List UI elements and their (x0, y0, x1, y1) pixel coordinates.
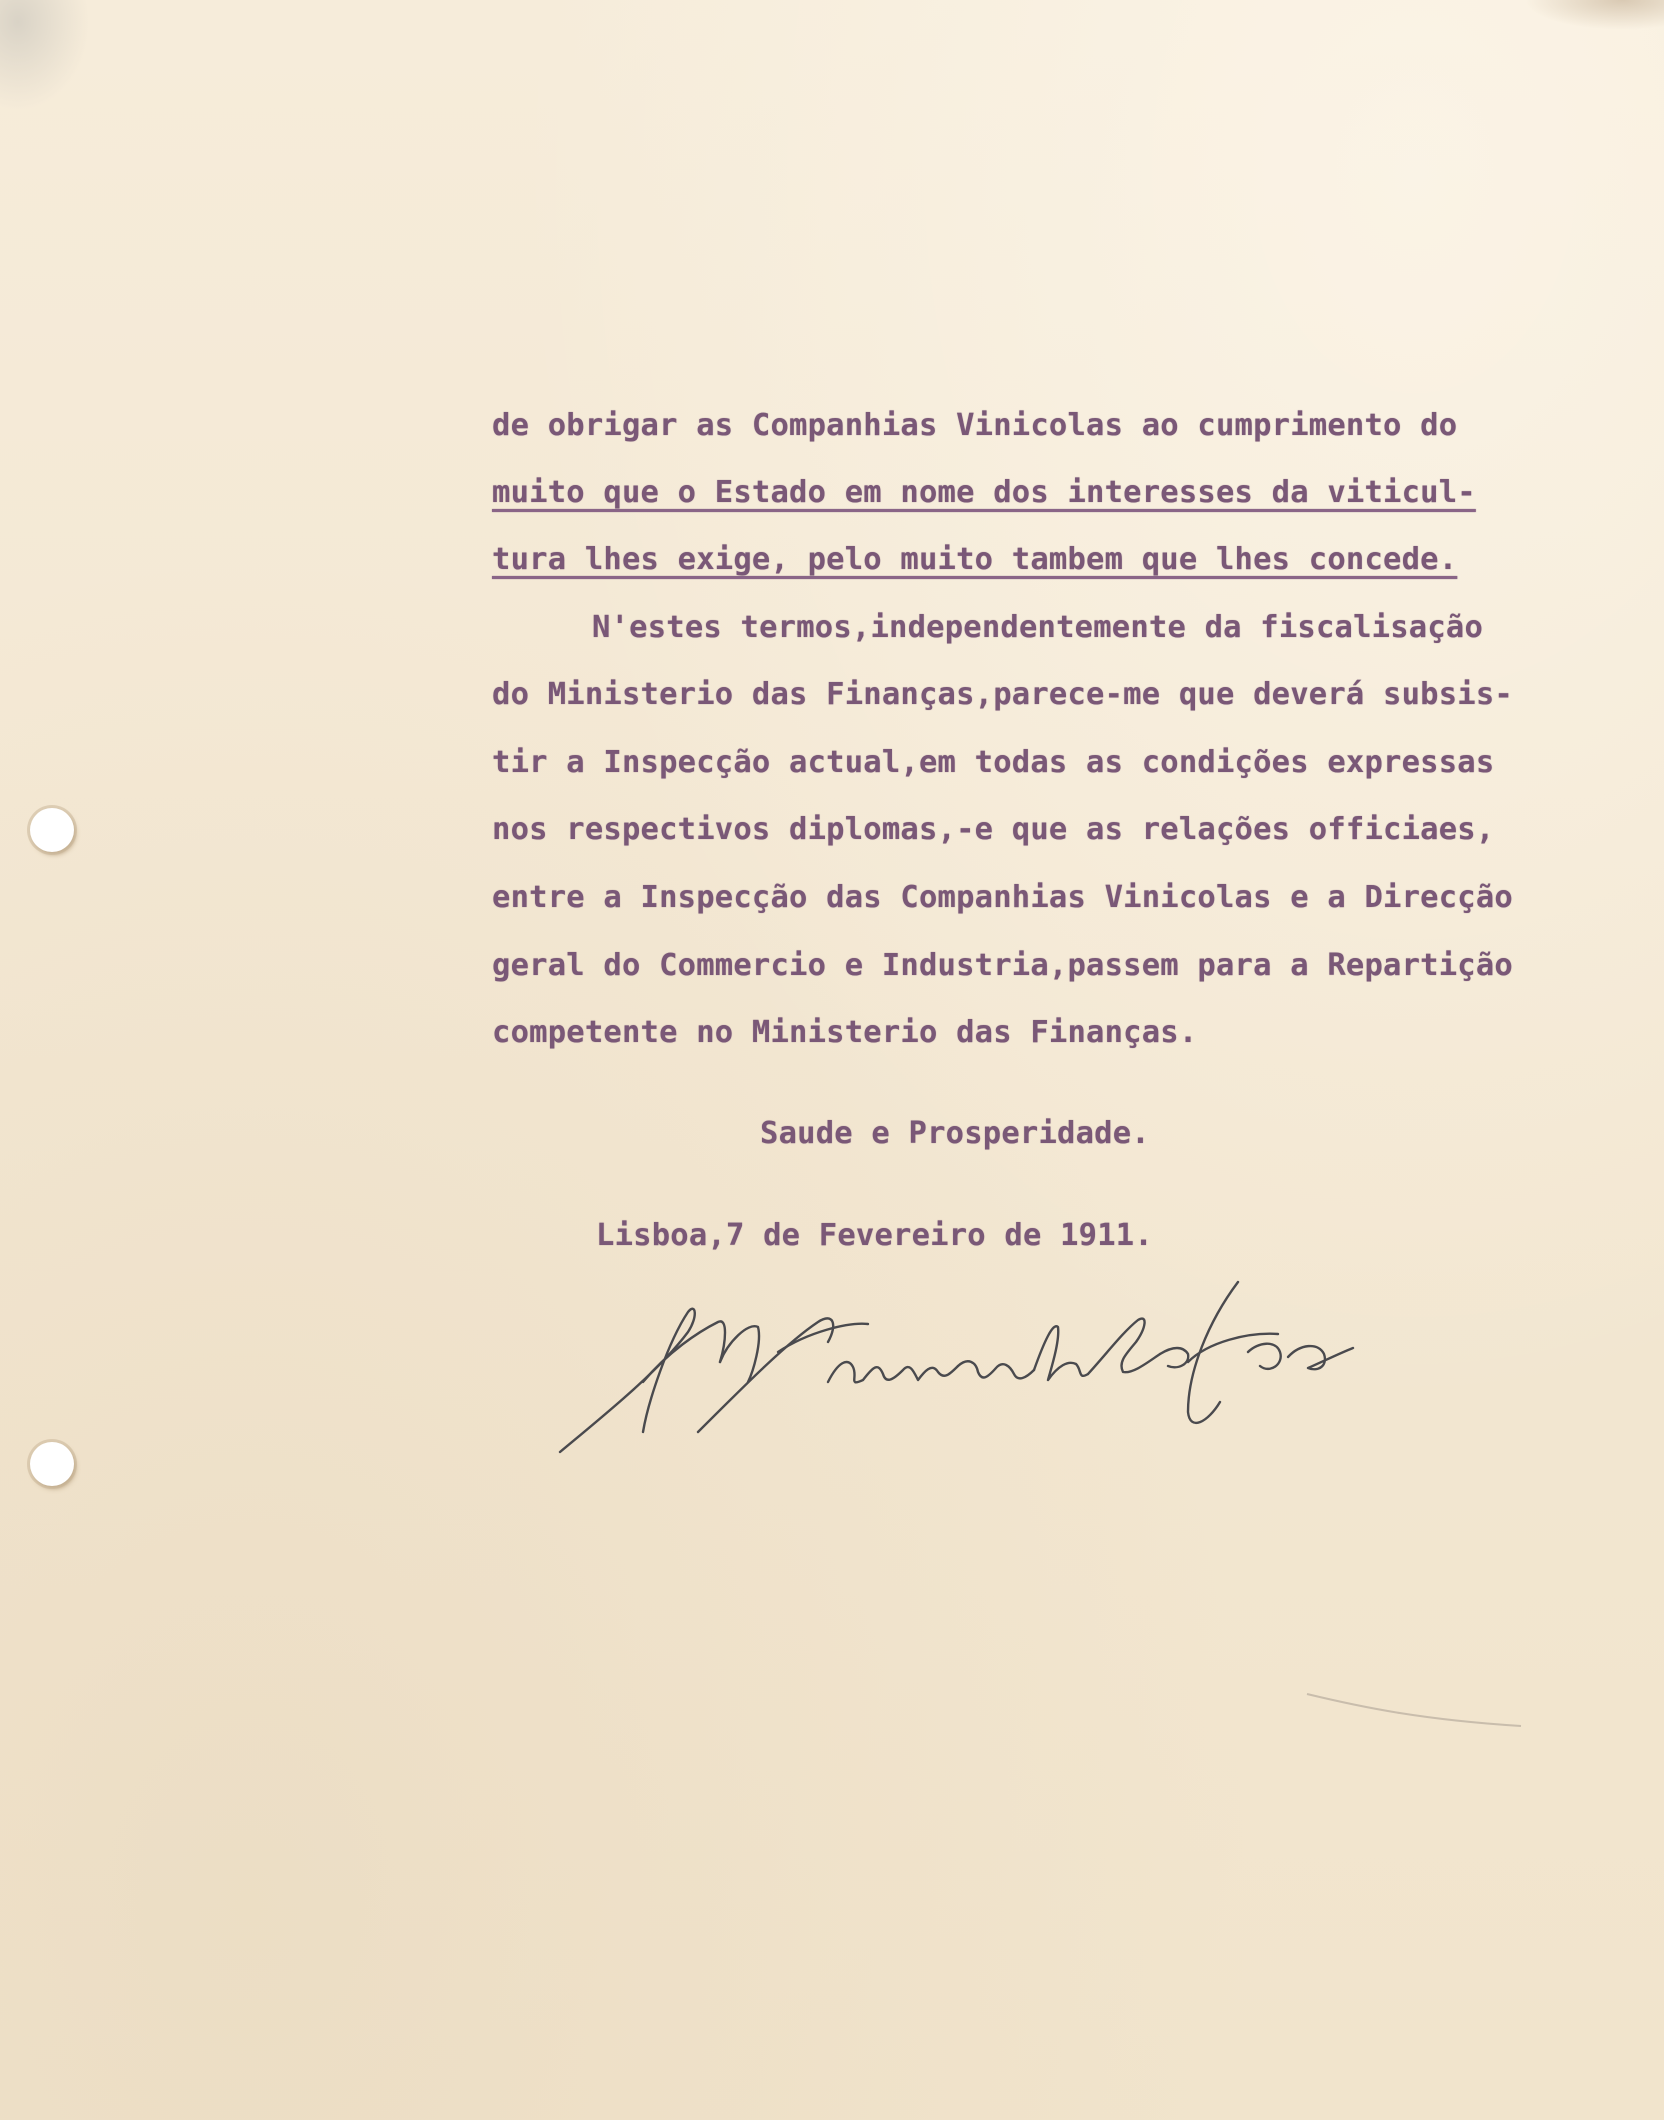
body-line-6: tir a Inspecção actual,em todas as condições expressas (492, 745, 1495, 780)
body-line-2-underlined: muito que o Estado em nome dos interesses da viticul- (492, 475, 1476, 510)
body-line-1: de obrigar as Companhias Vinicolas ao cumprimento do (492, 408, 1458, 443)
handwritten-signature (548, 1262, 1448, 1462)
paper-edge-stain (1524, 0, 1664, 30)
faint-pencil-mark (1305, 1690, 1525, 1730)
body-line-5: do Ministerio das Finanças,parece-me que deverá subsis- (492, 677, 1513, 712)
body-line-3-underlined: tura lhes exige, pelo muito tambem que lhes concede. (492, 542, 1458, 577)
place-and-date: Lisboa,7 de Fevereiro de 1911. (596, 1218, 1153, 1253)
paper-corner-stain (0, 0, 90, 110)
body-line-7: nos respectivos diplomas,-e que as relações officiaes, (492, 812, 1495, 847)
closing-salutation: Saude e Prosperidade. (760, 1116, 1150, 1151)
body-line-4-paragraph-start: N'estes termos,independentemente da fiscalisação (592, 610, 1484, 645)
body-line-10: competente no Ministerio das Finanças. (492, 1015, 1198, 1050)
body-line-9: geral do Commercio e Industria,passem para a Repartição (492, 948, 1513, 983)
punch-hole-top (30, 808, 74, 852)
punch-hole-bottom (30, 1442, 74, 1486)
body-line-8: entre a Inspecção das Companhias Vinicolas e a Direcção (492, 880, 1513, 915)
